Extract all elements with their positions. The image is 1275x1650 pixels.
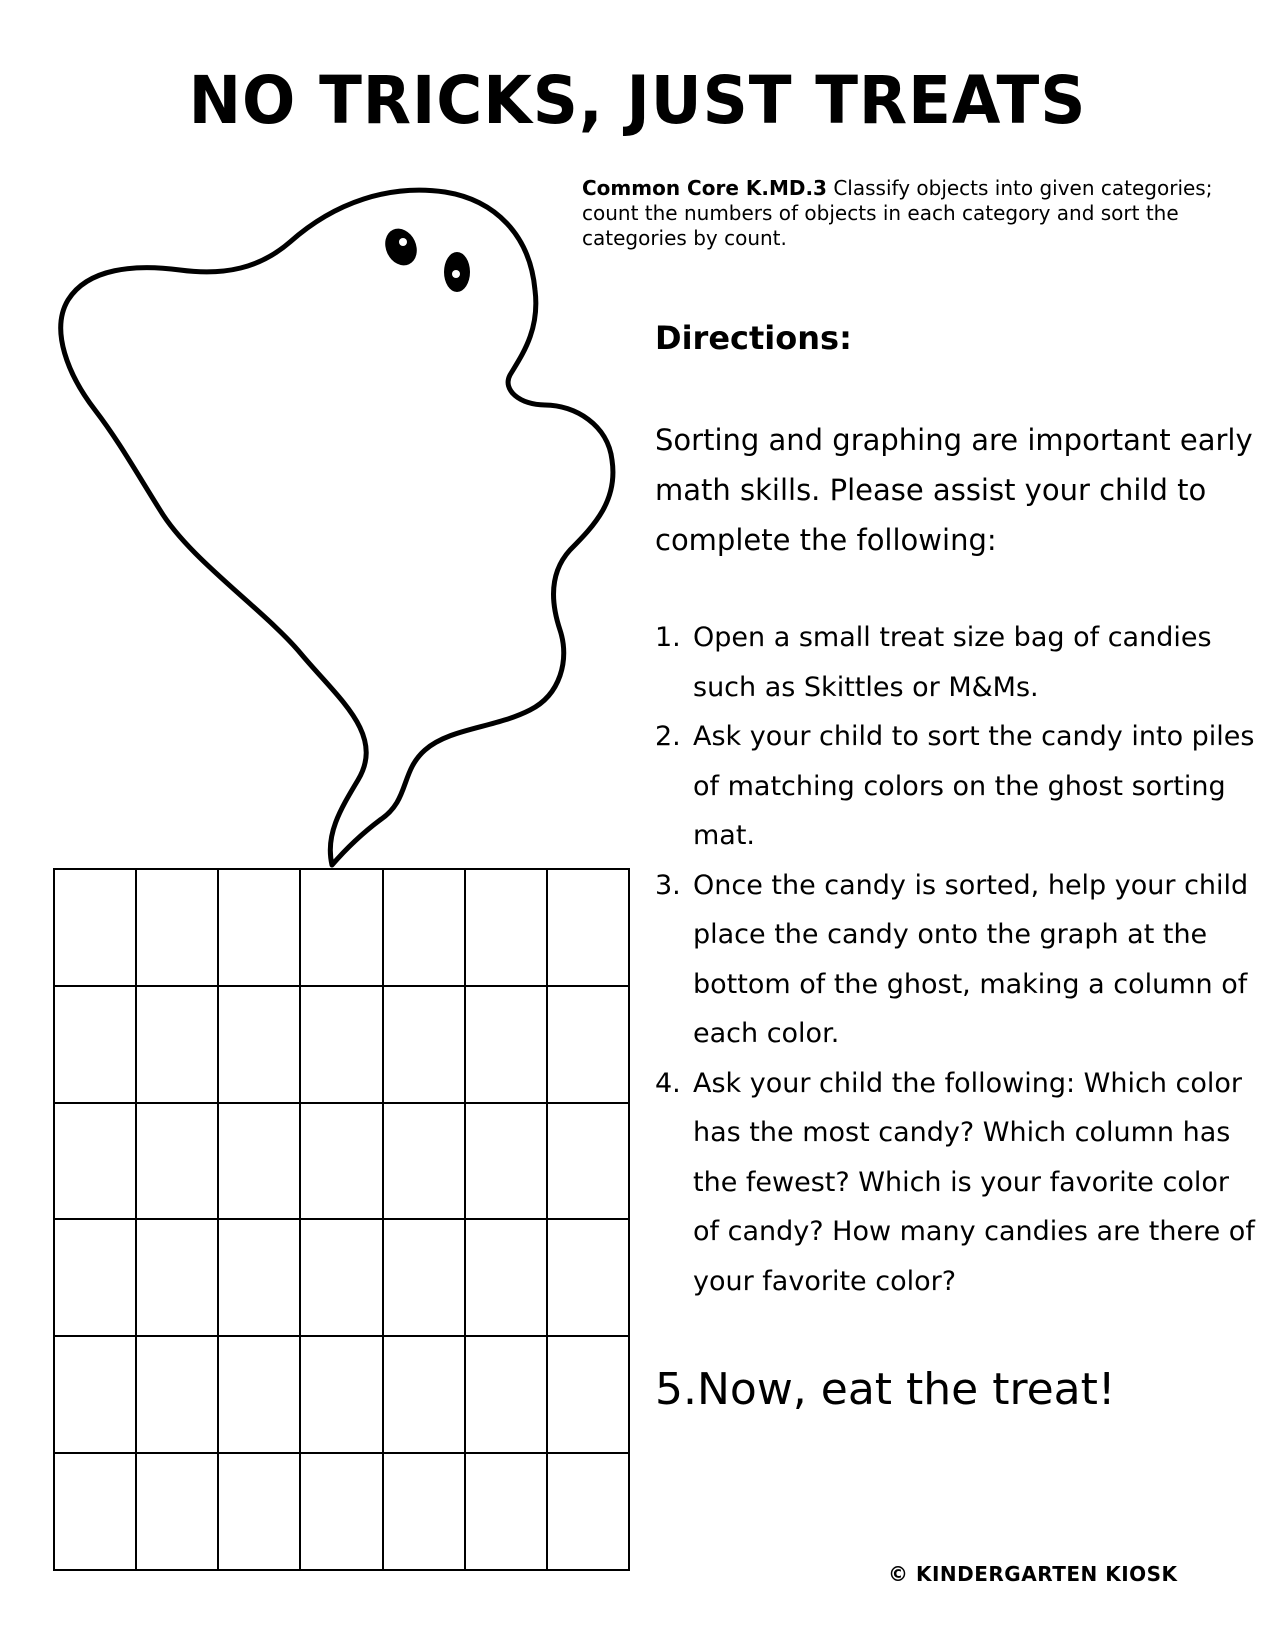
grid-cell (54, 1336, 136, 1453)
grid-cell (218, 1336, 300, 1453)
grid-row (54, 1219, 629, 1336)
directions-steps (655, 613, 1255, 1306)
worksheet-title: NO TRICKS, JUST TREATS (188, 62, 1087, 139)
grid-cell (547, 1453, 629, 1570)
grid-cell (465, 1219, 547, 1336)
ghost-body (61, 190, 613, 865)
grid-row (54, 1336, 629, 1453)
grid-cell (218, 1453, 300, 1570)
grid-cell (547, 869, 629, 986)
grid-cell (54, 1219, 136, 1336)
grid-cell (465, 1336, 547, 1453)
step-text: Once the candy is sorted, help your child place the candy onto the graph at the bottom of the ghost, making a column of each color. (693, 869, 1249, 1049)
standard-description: Classify objects into given categories; count the numbers of objects in each category and sort the categories by count. (582, 176, 1213, 250)
step-item (655, 1059, 1255, 1307)
grid-cell (218, 1219, 300, 1336)
step-text: Ask your child to sort the candy into piles of matching colors on the ghost sorting mat. (693, 721, 1255, 851)
grid-cell (54, 869, 136, 986)
grid-cell (54, 986, 136, 1103)
grid-cell (300, 1219, 382, 1336)
ghost-left-eye-highlight (399, 238, 407, 246)
grid-cell (300, 1103, 382, 1220)
step-item (655, 861, 1255, 1059)
grid-cell (136, 1453, 218, 1570)
grid-cell (300, 1453, 382, 1570)
grid-cell (136, 869, 218, 986)
grid-cell (383, 1219, 465, 1336)
grid-cell (300, 1336, 382, 1453)
directions-intro: Sorting and graphing are important early math skills. Please assist your child to complete the following: (655, 423, 1253, 557)
grid-cell (136, 1336, 218, 1453)
grid-cell (465, 1103, 547, 1220)
step-item (655, 613, 1255, 712)
ghost-right-eye-highlight (452, 270, 460, 278)
grid-cell (465, 1453, 547, 1570)
step-item (655, 712, 1255, 861)
grid-cell (465, 869, 547, 986)
grid-cell (218, 986, 300, 1103)
grid-cell (383, 869, 465, 986)
grid-cell (547, 1219, 629, 1336)
directions-heading: Directions: (655, 319, 852, 357)
grid-cell (54, 1103, 136, 1220)
step-number: 3. (655, 869, 681, 901)
grid-cell (136, 1219, 218, 1336)
grid-cell (383, 1336, 465, 1453)
grid-cell (383, 1103, 465, 1220)
standard-code: Common Core K.MD.3 (582, 176, 827, 200)
ghost-sorting-mat-illustration (40, 180, 650, 870)
common-core-standard (582, 176, 1222, 251)
grid-row (54, 986, 629, 1103)
step-number: 1. (655, 622, 681, 653)
step-number: 4. (655, 1067, 681, 1099)
grid-cell (136, 986, 218, 1103)
grid-cell (218, 1103, 300, 1220)
grid-cell (547, 1336, 629, 1453)
grid-cell (54, 1453, 136, 1570)
grid-row (54, 1103, 629, 1220)
grid-row (54, 1453, 629, 1570)
step-text: Open a small treat size bag of candies such as Skittles or M&Ms. (693, 622, 1212, 703)
copyright-notice: © KINDERGARTEN KIOSK (888, 1562, 1178, 1586)
step-number: 2. (655, 721, 681, 752)
candy-graph-grid (53, 868, 630, 1571)
grid-row (54, 869, 629, 986)
grid-cell (383, 1453, 465, 1570)
grid-cell (218, 869, 300, 986)
grid-cell (547, 1103, 629, 1220)
grid-cell (300, 869, 382, 986)
step-text: Ask your child the following: Which color has the most candy? Which column has the fewest? Which is your favorite color of candy? How many candies are there of your favorite color? (693, 1067, 1255, 1297)
grid-cell (300, 986, 382, 1103)
final-step: 5.Now, eat the treat! (655, 1364, 1116, 1415)
grid-cell (383, 986, 465, 1103)
grid-cell (136, 1103, 218, 1220)
grid-cell (547, 986, 629, 1103)
grid-cell (465, 986, 547, 1103)
